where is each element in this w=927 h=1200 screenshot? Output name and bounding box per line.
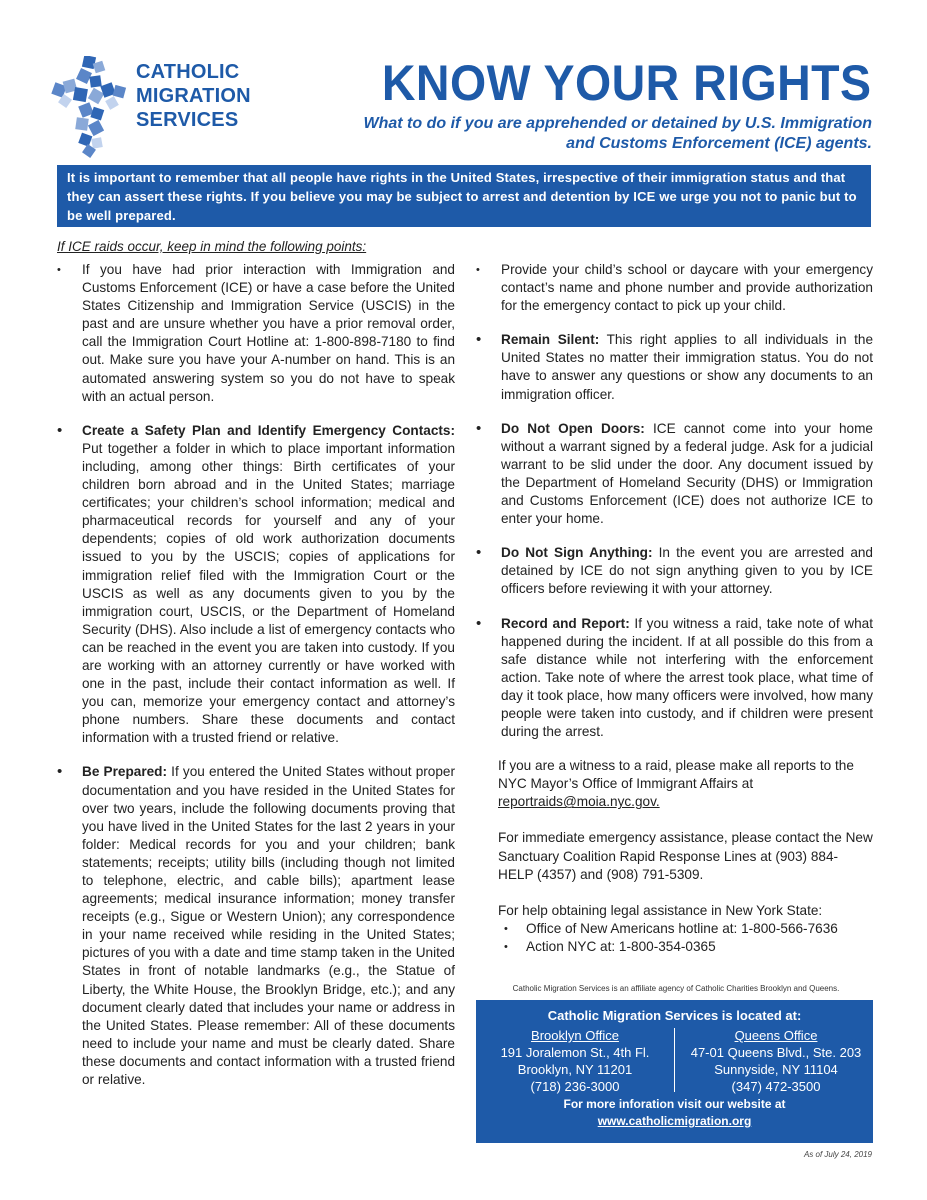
list-item-text: Action NYC at: 1-800-354-0365 bbox=[526, 938, 716, 954]
emergency-paragraph: For immediate emergency assistance, please contact the New Sanctuary Coalition Rapid Response Lines at (903) 884-HELP (4357) and (908) 791-5309. bbox=[498, 830, 873, 882]
brooklyn-office bbox=[480, 1027, 670, 1095]
bullet-heading: Do Not Open Doors: bbox=[501, 420, 645, 436]
brooklyn-city-line: Brooklyn, NY 11201 bbox=[517, 1062, 633, 1077]
revision-date: As of July 24, 2019 bbox=[803, 1150, 872, 1159]
bullet-dot-icon: • bbox=[476, 264, 480, 276]
offices-heading: Catholic Migration Services is located at: bbox=[547, 1008, 802, 1023]
brooklyn-address-line: 191 Joralemon St., 4th Fl. bbox=[500, 1045, 650, 1060]
bullet-heading: Be Prepared: bbox=[82, 764, 168, 780]
list-item bbox=[498, 920, 873, 938]
list-item bbox=[498, 938, 873, 956]
logo-line: CATHOLIC bbox=[136, 61, 240, 83]
affiliate-note: Catholic Migration Services is an affiliate agency of Catholic Charities Brooklyn and Queens. bbox=[512, 984, 840, 993]
bullet-item bbox=[476, 544, 873, 598]
office-locations-box bbox=[476, 1000, 873, 1143]
logo-line: SERVICES bbox=[136, 109, 239, 131]
bullet-item bbox=[476, 615, 873, 742]
bullet-heading: Do Not Sign Anything: bbox=[501, 545, 653, 561]
right-column bbox=[476, 261, 873, 956]
page-subtitle: What to do if you are apprehended or detained by U.S. Immigration and Customs Enforcement (ICE) agents. bbox=[363, 115, 872, 152]
intro-text: If ICE raids occur, keep in mind the following points: bbox=[57, 239, 367, 254]
bullet-text: ICE cannot come into your home without a warrant signed by a federal judge. Ask for a judicial warrant to be slid under the door. Any document issued by the Department of Homeland Security (DHS) or Immigration and Customs Enforcement (ICE) does not authorize ICE to enter your home. bbox=[501, 420, 873, 527]
brooklyn-office-name: Brooklyn Office bbox=[531, 1028, 619, 1043]
bullet-text: Put together a folder in which to place important information including, among other things: Birth certificates of your children born abroad and in the United States; marriage certificates; your children’s school information; medical and pharmaceutical records for yourself and any of your dependents; copies of old work authorization documents issued to you by the USCIS; copies of applications for immigration relief filed with the Immigration Court or the USCIS as well as any documents given to you by the immigration court, USCIS, or the Department of Homeland Security (DHS). Also include a list of emergency contacts who can be reached in the event you are taken into custody. If you are working with an attorney currently or have worked with one in the past, include their contact information as well. If you can, memorize your emergency contact and attorney’s phone numbers. Share these documents and contact information with a trusted friend or relative. bbox=[82, 440, 455, 746]
bullet-text: This right applies to all individuals in the United States no matter their immigration status. You do not have to answer any questions or show any documents to an immigration officer. bbox=[501, 332, 874, 402]
bullet-text: If you have had prior interaction with Immigration and Customs Enforcement (ICE) or have a case before the United States Citizenship and Immigration Service (USCIS) in the past and are unsure whether you have a prior removal order, call the Immigration Court Hotline at: 1-800-898-7180 to find out. Make sure you have your A-number on hand. This is an automated answering system so you do not have to speak with an actual person. bbox=[82, 262, 455, 404]
bullet-item bbox=[57, 763, 455, 1089]
queens-office bbox=[681, 1027, 871, 1095]
bullet-dot-icon: • bbox=[476, 544, 482, 562]
office-divider bbox=[674, 1028, 675, 1092]
bullet-heading: Remain Silent: bbox=[501, 332, 600, 348]
bullet-item bbox=[476, 331, 873, 403]
bullet-text: If you entered the United States without proper documentation and you have resided in the United States for over two years, include the following documents proving that you have lived in the United States for the last 2 years in your folder: Medical records for you and your children; bank statements; receipts; utility bills (including though not limited to telephone, electric, and cable bills); apartment lease agreements; medical insurance information; money transfer receipts (e.g., Sigue or Western Union); any correspondence in your name received while residing in the United States; pictures of you with a date and time stamp taken in the United States in front of notable landmarks (e.g., the Statue of Liberty, the White House, the Brooklyn Bridge, etc.); and any document clearly dated that includes your name or address in the United States. Please remember: All of these documents need to include your name and must be clearly dated. Share these documents and contact information with a trusted friend or relative. bbox=[82, 764, 455, 1088]
queens-office-name: Queens Office bbox=[734, 1028, 818, 1043]
list-item-text: Office of New Americans hotline at: 1-800-566-7636 bbox=[526, 920, 838, 936]
queens-address-line: 47-01 Queens Blvd., Ste. 203 bbox=[690, 1045, 862, 1060]
bullet-text: Provide your child’s school or daycare with your emergency contact’s name and phone number and provide authorization for the emergency contact to pick up your child. bbox=[501, 262, 873, 314]
bullet-dot-icon: • bbox=[504, 922, 508, 935]
left-column bbox=[57, 261, 455, 1105]
bullet-dot-icon: • bbox=[476, 419, 482, 437]
report-text: If you are a witness to a raid, please make all reports to the NYC Mayor’s Office of Immigrant Affairs at bbox=[498, 758, 854, 792]
bullet-dot-icon: • bbox=[476, 614, 482, 632]
bullet-text: In the event you are arrested and detained by ICE do not sign anything given to you by ICE officers before reviewing it with your attorney. bbox=[501, 545, 873, 597]
bullet-heading: Create a Safety Plan and Identify Emergency Contacts: bbox=[82, 422, 455, 438]
bullet-dot-icon: • bbox=[57, 763, 63, 781]
more-info-text: For more inforation visit our website at bbox=[563, 1097, 786, 1111]
bullet-dot-icon: • bbox=[57, 421, 63, 439]
bullet-dot-icon: • bbox=[504, 940, 508, 953]
report-email-link[interactable]: reportraids@moia.nyc.gov. bbox=[498, 794, 660, 810]
bullet-item bbox=[476, 420, 873, 529]
bullet-item bbox=[57, 261, 455, 406]
bullet-text: If you witness a raid, take note of what happened during the incident. If at all possible do this from a safe distance while not interfering with the enforcement action. Take note of where the arrest took place, what time of day it took place, how many officers were involved, how many people were taken into custody, and if children were present during the arrest. bbox=[501, 615, 874, 740]
logo-line: MIGRATION bbox=[136, 85, 251, 107]
queens-phone: (347) 472-3500 bbox=[731, 1079, 821, 1094]
brooklyn-phone: (718) 236-3000 bbox=[530, 1079, 620, 1094]
page-title: KNOW YOUR RIGHTS bbox=[382, 55, 872, 111]
bullet-item bbox=[476, 261, 873, 315]
bullet-dot-icon: • bbox=[476, 331, 482, 349]
cms-logo bbox=[50, 56, 290, 158]
website-link[interactable]: www.catholicmigration.org bbox=[597, 1114, 752, 1128]
bullet-item bbox=[57, 422, 455, 748]
legal-help-section bbox=[476, 902, 873, 956]
report-paragraph bbox=[476, 757, 873, 811]
intro-banner: It is important to remember that all people have rights in the United States, irrespective of their immigration status and that they can assert these rights. If you believe you may be subject to arrest and detention by ICE we urge you not to panic but to be well prepared. bbox=[57, 165, 871, 227]
queens-city-line: Sunnyside, NY 11104 bbox=[714, 1062, 838, 1077]
cross-logo-icon bbox=[50, 56, 130, 158]
bullet-heading: Record and Report: bbox=[501, 615, 630, 631]
legal-help-heading: For help obtaining legal assistance in New York State: bbox=[498, 902, 823, 918]
logo-text bbox=[136, 60, 251, 132]
bullet-dot-icon: • bbox=[57, 264, 61, 276]
